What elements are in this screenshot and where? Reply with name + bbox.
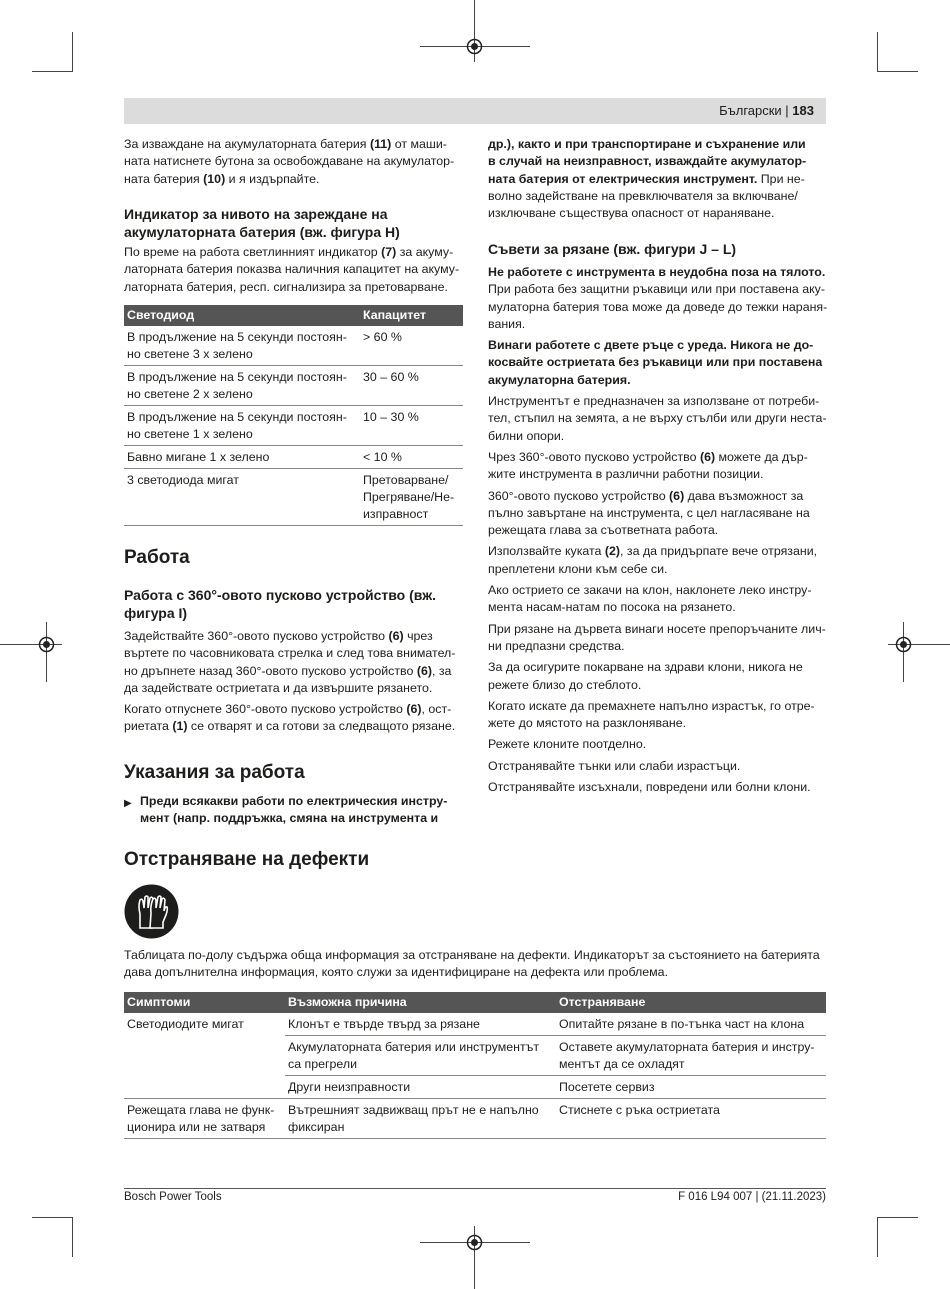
page-header [124, 98, 826, 124]
instructions-bullet [124, 793, 464, 828]
indicator-heading: Индикатор за нивото на зареждане на акумулаторната батерия (вж. фигура H) [124, 206, 400, 240]
work-title: Работа [124, 547, 190, 568]
led-cell-description: В продължение на 5 секунди постоян- но светене 3 х зелено [124, 326, 360, 366]
page-number: 183 [792, 103, 814, 118]
led-cell-description: В продължение на 5 секунди постоян- но светене 2 х зелено [124, 366, 360, 406]
switch-section [124, 586, 464, 740]
crop-mark [877, 1217, 878, 1257]
bullet-text: Преди всякакви работи по електрическия инстру- мент (напр. поддръжка, смяна на инструмента и [140, 794, 448, 826]
tip-p4: Използвайте куката (2), за да придърпате вече отрязани, преплетени клони към себе си. [488, 544, 818, 576]
ts-cell-cause: Клонът е твърде твърд за рязане [285, 1013, 556, 1036]
troubleshooting-row [124, 1036, 826, 1076]
indicator-section [124, 205, 464, 300]
ts-cell-symptom: Режещата глава не функ- ционира или не затваря [124, 1099, 285, 1139]
gloves-icon [124, 884, 179, 939]
registration-mark-bottom [464, 1232, 485, 1253]
led-table-row [124, 446, 463, 469]
ts-header-remedy: Отстраняване [556, 992, 826, 1013]
crop-mark [72, 32, 73, 72]
switch-text-2: Когато отпуснете 360°-овото пусково устройство (6), ост- риетата (1) се отварят и са готови за следващото рязане. [124, 702, 456, 734]
warn2-text: Винаги работете с двете ръце с уреда. Никога не до- косвайте остриетата без ръкавици или при поставена акумулаторна батерия. [488, 338, 823, 387]
ts-cell-remedy: Оставете акумулаторната батерия и инстру- ментът да се охладят [556, 1036, 826, 1076]
led-cell-capacity: Претоварване/ Прегряване/Не- изправност [360, 469, 463, 526]
ts-cell-cause: Акумулаторната батерия или инструментът са прегрели [285, 1036, 556, 1076]
registration-mark-left [36, 634, 57, 655]
instructions-section [124, 761, 464, 785]
instructions-title: Указания за работа [124, 762, 305, 783]
led-table-row [124, 326, 463, 366]
indicator-text: По време на работа светлинният индикатор (7) за акуму- латорната батерия показва наличния капацитет на акуму- латорната батерия, респ. сигнализира за претоварване. [124, 245, 460, 294]
led-header-led: Светодиод [124, 305, 360, 326]
crop-mark [878, 1217, 918, 1218]
battery-removal-text: За изваждане на акумулаторната батерия (11) от маши- ната натиснете бутона за освобождаване на акумулатор- ната батерия (10) и я издърпайте. [124, 137, 455, 186]
led-cell-capacity: > 60 % [360, 326, 463, 366]
tip-p7: За да осигурите покарване на здрави клони, никога не режете близо до стеблото. [488, 660, 803, 692]
ts-header-cause: Възможна причина [285, 992, 556, 1013]
troubleshooting-row [124, 1076, 826, 1099]
ts-cell-symptom [124, 1076, 285, 1099]
tip-p8: Когато искате да премахнете напълно израстък, го отре- жете до мястото на разклоняване. [488, 698, 815, 731]
led-header-capacity: Капацитет [360, 305, 463, 326]
ts-header-symptoms: Симптоми [124, 992, 285, 1013]
tip-p10: Отстранявайте тънки или слаби израстъци. [488, 758, 741, 773]
warning-continuation: др.), както и при транспортиране и съхранение или в случай на неизправност, изваждайте акумулатор- ната батерия от електрическия инструмент. При не- волно задействане на превключвателя за включване/ изключване съществува опасност от нараняване. [488, 137, 807, 221]
led-table-row [124, 366, 463, 406]
ts-cell-cause: Други неизправности [285, 1076, 556, 1099]
switch-heading: Работа с 360°-овото пусково устройство (вж. фигура I) [124, 587, 437, 621]
led-cell-capacity: 30 – 60 % [360, 366, 463, 406]
led-table-row [124, 406, 463, 446]
crop-mark [32, 1217, 72, 1218]
ts-cell-symptom [124, 1036, 285, 1076]
ts-cell-remedy: Посетете сервиз [556, 1076, 826, 1099]
tip-p1: Инструментът е предназначен за използване от потреби- тел, стъпил на земята, а не върху стълби или други неста- билни опори. [488, 394, 827, 443]
crop-mark [877, 32, 878, 72]
led-table-row [124, 469, 463, 526]
ts-cell-cause: Вътрешният задвижващ прът не е напълно фиксиран [285, 1099, 556, 1139]
tip-p5: Ако острието се закачи на клон, наклонете леко инстру- мента насам-натам по посока на рязането. [488, 583, 812, 615]
tip-p9: Режете клоните поотделно. [488, 737, 647, 752]
registration-mark-right [893, 634, 914, 655]
led-table [124, 305, 463, 526]
led-cell-description: В продължение на 5 секунди постоян- но светене 1 х зелено [124, 406, 360, 446]
bullet-triangle-icon: ▶ [124, 798, 132, 809]
ts-cell-remedy: Стиснете с ръка остриетата [556, 1099, 826, 1139]
troubleshooting-table [124, 992, 826, 1139]
led-cell-description: 3 светодиода мигат [124, 469, 360, 526]
tip-p6: При рязане на дървета винаги носете препоръчаните лич- ни предпазни средства. [488, 621, 826, 653]
header-language: Български [719, 103, 782, 118]
led-cell-capacity: 10 – 30 % [360, 406, 463, 446]
troubleshooting-row [124, 1099, 826, 1139]
registration-mark-top [464, 36, 485, 57]
tip-p3: 360°-овото пусково устройство (6) дава възможност за пълно завъртане на инструмента, с цел нагласяване на режещата глава за съответната работа. [488, 488, 810, 538]
led-cell-capacity: < 10 % [360, 446, 463, 469]
left-column [124, 136, 464, 192]
footer-rule [124, 1188, 826, 1189]
troubleshooting-row [124, 1013, 826, 1036]
ts-cell-remedy: Опитайте рязане в по-тънка част на клона [556, 1013, 826, 1036]
switch-text-1: Задействайте 360°-овото пусково устройство (6) чрез въртете по часовниковата стрелка и след това внимател- но дръпнете назад 360°-овото пусково устройство (6), за да задействате остриетата и да извършите рязането. [124, 629, 456, 695]
right-column [488, 136, 828, 226]
crop-mark [32, 71, 72, 72]
led-cell-description: Бавно мигане 1 х зелено [124, 446, 360, 469]
troubleshooting-section [124, 848, 826, 872]
crop-mark [72, 1217, 73, 1257]
troubleshooting-intro: Таблицата по-долу съдържа обща информация за отстраняване на дефекти. Индикаторът за състоянието на батерията дава допълнителна информация, която служи за идентифициране на дефекта или проблема. [124, 948, 820, 980]
footer-left: Bosch Power Tools [124, 1191, 222, 1203]
crop-mark [878, 71, 918, 72]
footer-right: F 016 L94 007 | (21.11.2023) [678, 1191, 826, 1203]
work-section [124, 546, 464, 570]
tips-heading: Съвети за рязане (вж. фигури J – L) [488, 241, 737, 257]
cutting-tips [488, 240, 828, 800]
header-text: Български | 183 [719, 103, 814, 118]
tip-p11: Отстранявайте изсъхнали, повредени или болни клони. [488, 780, 811, 795]
tip-p2: Чрез 360°-овото пусково устройство (6) можете да дър- жите инструмента в различни работни позиции. [488, 449, 808, 482]
warn1-text: При работа без защитни ръкавици или при поставена аку- мулаторна батерия това може да доведе до тежки нараня- вания. [488, 282, 828, 331]
warn1-title: Не работете с инструмента в неудобна поза на тялото. [488, 265, 826, 279]
ts-cell-symptom: Светодиодите мигат [127, 1017, 244, 1031]
troubleshooting-title: Отстраняване на дефекти [124, 849, 370, 870]
